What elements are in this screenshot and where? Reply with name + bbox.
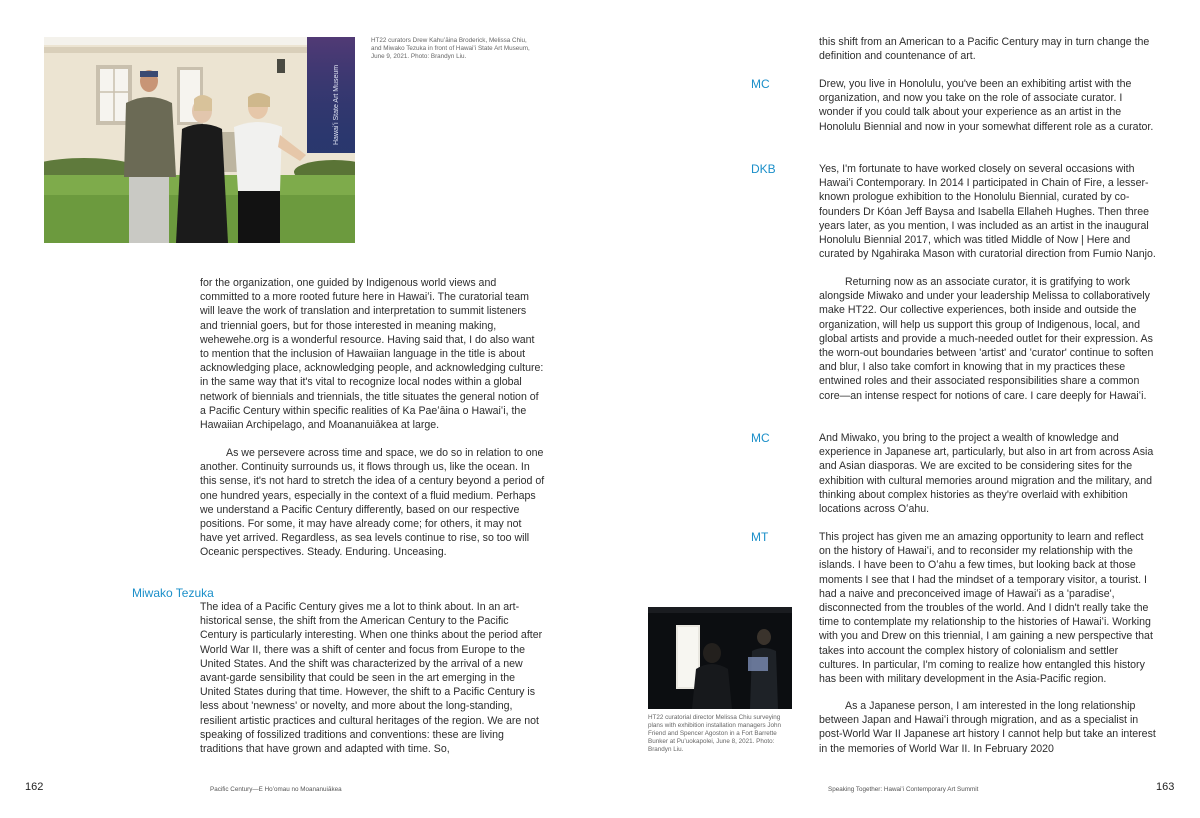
- running-head-left: Pacific Century—E Hoʻomau no Moananuiākea: [210, 786, 342, 793]
- dkb-text-2-inner: Returning now as an associate curator, it is gratifying to work alongside Miwako and under your leadership Melissa to collaboratively make HT22. Our collective experiences, both inside and outside the organization, will help us support this group of Indigenous, local, and global artists and provide a much-needed outlet for their expression. As the worn-out boundaries between 'artist' and 'curator' continue to soften and blur, I also take comfort in knowing that in my practices these entwined roles and their associated responsibilities share a common core—an intense respect for notions of care. I care deeply for Hawaiʻi.: [819, 276, 1154, 402]
- mt-text-2: [819, 699, 1156, 756]
- mc-1-text: Drew, you live in Honolulu, you've been an exhibiting artist with the organization, and now you take on the role of associate curator. I wonder if you could talk about your experience as an artist in the Honolulu Biennial and now in your somewhat different role as a curator.: [819, 78, 1154, 133]
- speaker-mc-2: MC: [751, 431, 770, 445]
- page-number-left: 162: [25, 781, 44, 793]
- running-head-right: Speaking Together: Hawaiʻi Contemporary Art Summit: [828, 786, 979, 793]
- left-paragraph-3: The idea of a Pacific Century gives me a lot to think about. In an art-historical sense, the shift from the American Century to the Pacific Century is particularly interesting. When one thinks about the period after World War II, there was a shift of center and focus from Europe to the United States. And the shift was characterized by the arrival of a new avant-garde sensibility that could be seen in the art emerging in the United States during that time. However, the shift to a Pacific Century is less about 'newness' or novelty, and more about the long-standing, resilient artistic practices and cultural heritages of the region. We are not speaking of fossilized traditions and conventions: these are living traditions that have grown and adapted with time. So,: [200, 601, 543, 756]
- page-number-right: 163: [1156, 781, 1175, 793]
- curators-photo-illustration: [44, 37, 355, 243]
- speaker-name-miwako: Miwako Tezuka: [132, 586, 214, 600]
- right-intro: this shift from an American to a Pacific Century may in turn change the definition and countenance of art.: [819, 36, 1150, 63]
- left-paragraph-2: [200, 446, 546, 560]
- mt-text-1: This project has given me an amazing opportunity to learn and reflect on the history of Hawaiʻi, and to reconsider my relationship with the islands. I have been to Oʻahu a few times, but looking back at those moments I see that I had the mindset of a temporary visitor, a tourist. I had a naive and preconceived image of Hawaiʻi as a 'paradise', disconnected from the troubles of the world. And I didn't really take the time to contemplate my relationship to the histories of Hawaiʻi. Working with you and Drew on this triennial, I am gaining a new perspective that takes into account the complex history of colonialism and settler cultures. In particular, I'm coming to realize how entangled this history has been with military development in the Asia-Pacific region.: [819, 531, 1153, 686]
- mc-2-text: And Miwako, you bring to the project a wealth of knowledge and experience in Japanese art, particularly, but also in art from across Asia and Asian diasporas. We are excited to be considering sites for the exhibition with cultural memories around migration and the military, and thinking about complex histories as they're overlaid with exhibition locations across Oʻahu.: [819, 432, 1154, 516]
- dkb-text-1: Yes, I'm fortunate to have worked closely on several occasions with Hawaiʻi Contemporary. In 2014 I participated in Chain of Fire, a lesser-known prologue exhibition to the Honolulu Biennial, curated by co-founders Dr Kóan Jeff Baysa and Isabella Ellaheh Hughes. Then three years later, as you mention, I was included as an artist in the inaugural Honolulu Biennial 2017, which was titled Middle of Now | Here and curated by Ngahiraka Mason with curatorial direction from Fumio Nanjo.: [819, 163, 1156, 261]
- dkb-text-2: [819, 275, 1156, 403]
- curators-photo: [44, 37, 355, 243]
- bunker-photo-illustration: [648, 607, 792, 709]
- banner-text: Hawaiʻi State Art Museum: [333, 64, 340, 145]
- mt-text-2-inner: As a Japanese person, I am interested in the long relationship between Japan and Hawaiʻi through migration, and as a specialist in post-World War II Japanese art history I cannot help but take an interest in the memories of World War II. In February 2020: [819, 700, 1156, 755]
- photo-caption: HT22 curators Drew Kahuʻāina Broderick, Melissa Chiu, and Miwako Tezuka in front of Hawaiʻi State Art Museum, June 9, 2021. Photo: Brandyn Liu.: [371, 37, 530, 60]
- left-paragraph-2-text: As we persevere across time and space, we do so in relation to one another. Continuity surrounds us, it flows through us, like the ocean. In this sense, it's not hard to stretch the idea of a century beyond a period of one hundred years, especially in the context of a fluid medium. Perhaps we understand a Pacific Century differently, based on our respective positions. For some, it may have already come; for others, it may not have yet arrived. Regardless, as sea levels continue to rise, so too will Oceanic perspectives. Steady. Enduring. Unceasing.: [200, 447, 545, 559]
- speaker-mc-1: MC: [751, 77, 770, 91]
- bunker-photo-caption: HT22 curatorial director Melissa Chiu surveying plans with exhibition installation managers John Friend and Spencer Agoston in a Fort Barrette Bunker at Puʻuokapolei, June 8, 2021. Photo: Brandyn Liu.: [648, 714, 782, 753]
- speaker-mt: MT: [751, 530, 769, 544]
- bunker-photo: [648, 607, 792, 709]
- left-paragraph-1: for the organization, one guided by Indigenous world views and committed to a more rooted future here in Hawaiʻi. The curatorial team will leave the work of translation and interpretation to summit listeners and triennial goers, but for those interested in meaning making, wehewehe.org is a wonderful resource. Having said that, I do also want to mention that the inclusion of Hawaiian language in the title is about acknowledging place, acknowledging people, and acknowledging culture: in the same way that it's vital to recognize local nodes within a global network of biennials and triennials, the title situates the general notion of a Pacific Century within specific realities of Ka Paeʻāina o Hawaiʻi, the Hawaiian Archipelago, and Moananuiākea at large.: [200, 277, 544, 432]
- speaker-dkb: DKB: [751, 162, 776, 176]
